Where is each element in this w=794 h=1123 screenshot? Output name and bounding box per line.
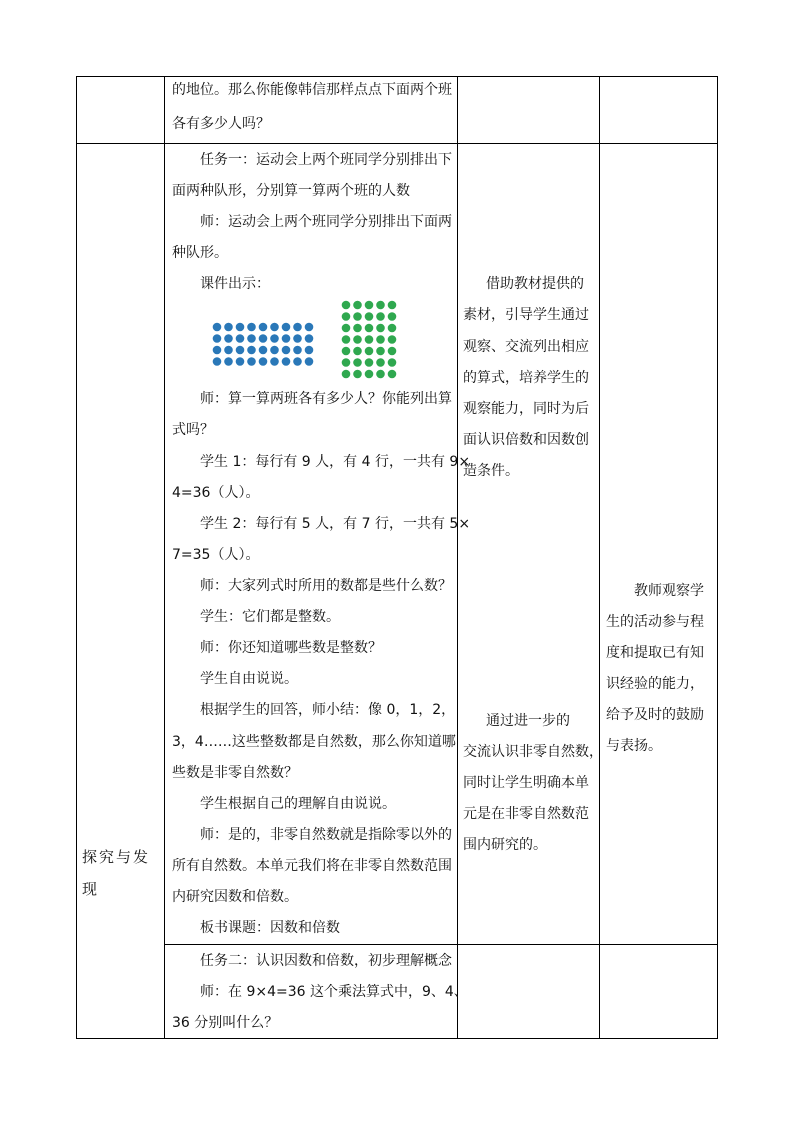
text-line: 学生根据自己的理解自由说说。 (200, 796, 396, 812)
student-dot (236, 334, 245, 343)
student-dot (388, 347, 397, 356)
dot-array-5x7 (341, 300, 405, 380)
text-line: 所有自然数。本单元我们将在非零自然数范围 (172, 858, 452, 874)
student-dot (365, 358, 374, 367)
text-line: 借助教材提供的 (486, 276, 584, 292)
student-dot (365, 312, 374, 321)
student-dot (353, 358, 362, 367)
table-left-border (76, 76, 77, 1039)
student-dot (224, 357, 233, 366)
text-line: 学生自由说说。 (200, 671, 298, 687)
text-line: 交流认识非零自然数， (463, 744, 603, 760)
student-dot (282, 323, 291, 332)
row-divider (164, 944, 718, 945)
student-dot (365, 335, 374, 344)
student-dot (342, 324, 351, 333)
text-line: 师：算一算两班各有多少人？你能列出算 (200, 391, 452, 407)
student-dot (293, 334, 302, 343)
student-dot (388, 324, 397, 333)
student-dot (376, 358, 385, 367)
text-line: 造条件。 (463, 463, 519, 479)
text-line: 师：大家列式时所用的数都是些什么数？ (200, 578, 452, 594)
student-dot (293, 346, 302, 355)
student-dot (213, 357, 222, 366)
student-dot (388, 370, 397, 379)
student-dot (236, 323, 245, 332)
student-dot (388, 301, 397, 310)
text-line: 学生 1：每行有 9 人，有 4 行，一共有 9× (200, 454, 471, 470)
text-line: 的算式，培养学生的 (463, 370, 589, 386)
table-bottom-border (76, 1038, 718, 1039)
text-line: 素材，引导学生通过 (463, 307, 589, 323)
text-line: 识经验的能力， (606, 676, 704, 692)
column-divider (457, 76, 458, 1039)
student-dot (376, 335, 385, 344)
student-dot (259, 323, 268, 332)
student-dot (282, 357, 291, 366)
section-label-line: 现 (82, 880, 98, 898)
student-dot (236, 357, 245, 366)
student-dot (213, 346, 222, 355)
text-line: 师：你还知道哪些数是整数？ (200, 640, 382, 656)
student-dot (365, 347, 374, 356)
text-line: 观察能力，同时为后 (463, 401, 589, 417)
student-dot (376, 324, 385, 333)
table-right-border (717, 76, 718, 1039)
student-dot (224, 346, 233, 355)
text-line: 学生：它们都是整数。 (200, 609, 340, 625)
dot-array-9x4 (212, 322, 318, 370)
student-dot (365, 301, 374, 310)
row-divider (76, 143, 718, 144)
student-dot (376, 312, 385, 321)
student-dot (342, 347, 351, 356)
text-line: 任务二：认识因数和倍数，初步理解概念 (200, 953, 452, 969)
column-divider (164, 76, 165, 1039)
text-line: 围内研究的。 (463, 837, 547, 853)
text-line: 师：运动会上两个班同学分别排出下面两 (200, 214, 452, 230)
student-dot (270, 334, 279, 343)
student-dot (376, 370, 385, 379)
student-dot (353, 301, 362, 310)
student-dot (213, 323, 222, 332)
student-dot (376, 301, 385, 310)
student-dot (259, 334, 268, 343)
text-line: 师：在 9×4=36 这个乘法算式中，9、4、 (200, 984, 468, 1000)
text-line: 面认识倍数和因数创 (463, 432, 589, 448)
student-dot (270, 357, 279, 366)
student-dot (388, 312, 397, 321)
student-dot (388, 335, 397, 344)
student-dot (353, 347, 362, 356)
student-dot (270, 323, 279, 332)
student-dot (224, 334, 233, 343)
student-dot (342, 370, 351, 379)
student-dot (293, 357, 302, 366)
student-dot (293, 323, 302, 332)
student-dot (259, 346, 268, 355)
text-line: 内研究因数和倍数。 (172, 889, 298, 905)
text-line: 生的活动参与程 (606, 614, 704, 630)
text-line: 的地位。那么你能像韩信那样点点下面两个班 (172, 82, 452, 98)
student-dot (282, 346, 291, 355)
text-line: 些数是非零自然数？ (172, 765, 298, 781)
column-divider (599, 76, 600, 1039)
student-dot (365, 324, 374, 333)
student-dot (236, 346, 245, 355)
text-line: 观察、交流列出相应 (463, 339, 589, 355)
student-dot (305, 323, 314, 332)
student-dot (247, 323, 256, 332)
text-line: 同时让学生明确本单 (463, 775, 589, 791)
student-dot (353, 324, 362, 333)
student-dot (247, 357, 256, 366)
text-line: 7=35（人）。 (172, 547, 260, 563)
text-line: 师：是的，非零自然数就是指除零以外的 (200, 827, 452, 843)
text-line: 种队形。 (172, 245, 228, 261)
student-dot (342, 312, 351, 321)
student-dot (365, 370, 374, 379)
student-dot (376, 347, 385, 356)
text-line: 元是在非零自然数范 (463, 806, 589, 822)
student-dot (353, 370, 362, 379)
text-line: 给予及时的鼓励 (606, 707, 704, 723)
student-dot (305, 334, 314, 343)
text-line: 任务一：运动会上两个班同学分别排出下 (200, 152, 452, 168)
student-dot (247, 346, 256, 355)
text-line: 课件出示： (200, 276, 270, 292)
student-dot (224, 323, 233, 332)
student-dot (353, 335, 362, 344)
student-dot (259, 357, 268, 366)
student-dot (342, 358, 351, 367)
student-dot (353, 312, 362, 321)
student-dot (282, 334, 291, 343)
text-line: 教师观察学 (634, 583, 704, 599)
text-line: 4=36（人）。 (172, 485, 260, 501)
text-line: 36 分别叫什么？ (172, 1015, 279, 1031)
student-dot (305, 357, 314, 366)
text-line: 式吗？ (172, 422, 214, 438)
text-line: 板书课题：因数和倍数 (200, 920, 340, 936)
text-line: 各有多少人吗？ (172, 116, 270, 132)
text-line: 度和提取已有知 (606, 645, 704, 661)
section-label-line: 探究与发 (82, 848, 151, 866)
text-line: 面两种队形，分别算一算两个班的人数 (172, 183, 410, 199)
student-dot (213, 334, 222, 343)
student-dot (342, 301, 351, 310)
student-dot (247, 334, 256, 343)
text-line: 根据学生的回答，师小结：像 0，1，2， (200, 702, 456, 718)
table-top-border (76, 76, 718, 77)
student-dot (388, 358, 397, 367)
text-line: 通过进一步的 (486, 713, 570, 729)
student-dot (270, 346, 279, 355)
text-line: 学生 2：每行有 5 人，有 7 行，一共有 5× (200, 516, 471, 532)
student-dot (342, 335, 351, 344)
text-line: 3，4……这些整数都是自然数，那么你知道哪 (172, 734, 456, 750)
text-line: 与表扬。 (606, 738, 662, 754)
student-dot (305, 346, 314, 355)
